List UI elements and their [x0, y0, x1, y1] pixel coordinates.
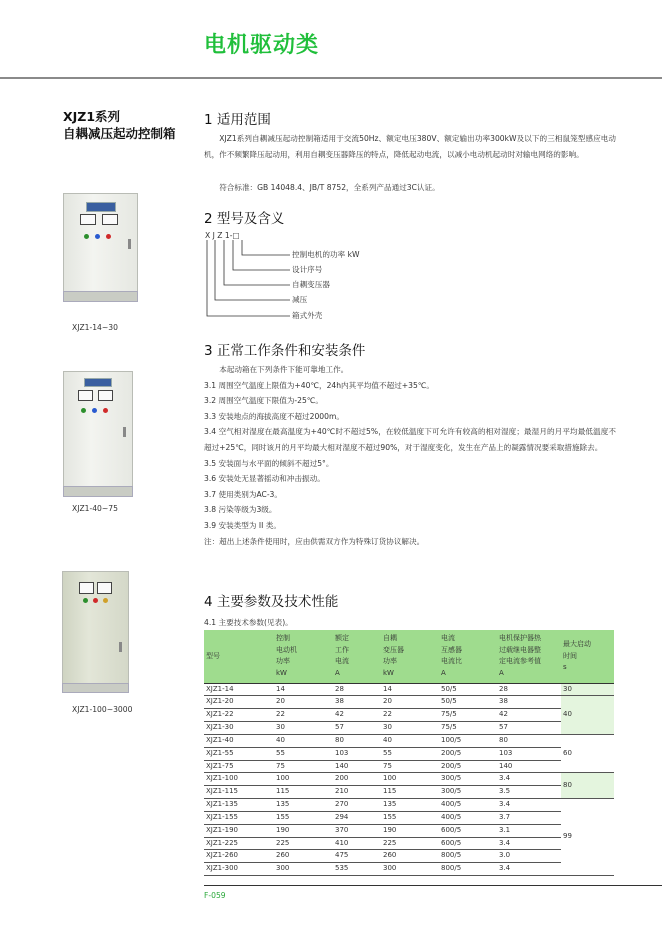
- table-cell: 28: [497, 683, 561, 696]
- condition-item: 3.4 空气相对湿度在最高温度为+40℃时不超过5%，在较低温度下可允许有较高的相对湿度；最湿月的月平均最低温度不超过+25℃，同时该月的月平均最大相对湿度不超过90%，对于湿度变化，发生在产品上的凝露情况要采取措施除去。: [204, 427, 616, 452]
- th-model: [204, 630, 274, 683]
- table-header-line: 工作: [335, 645, 349, 654]
- code-label-reduced: 减压: [292, 295, 308, 304]
- table-cell: 40: [381, 734, 439, 747]
- table-cell: 20: [381, 696, 439, 709]
- code-label-design: 设计序号: [292, 265, 323, 274]
- condition-item: 3.5 安装面与水平面的倾斜不超过5°。: [204, 458, 334, 468]
- table-cell: 155: [274, 811, 333, 824]
- section-3-body: [204, 362, 616, 549]
- table-cell: XJZ1-22: [204, 709, 274, 722]
- table-cell: 135: [381, 799, 439, 812]
- table-row: [204, 811, 614, 824]
- table-cell: 600/5: [439, 837, 497, 850]
- section-1-standard: 符合标准：GB 14048.4、JB/T 8752，全系列产品通过3C认证。: [219, 183, 440, 192]
- table-cell: 22: [274, 709, 333, 722]
- cabinet-image-1: [63, 193, 138, 302]
- table-row: [204, 709, 614, 722]
- table-cell: 20: [274, 696, 333, 709]
- th-motor-power: [274, 630, 333, 683]
- table-cell: 370: [333, 824, 381, 837]
- table-row: [204, 863, 614, 876]
- table-cell: 400/5: [439, 799, 497, 812]
- table-cell: 75: [381, 760, 439, 773]
- table-cell: 57: [497, 722, 561, 735]
- table-header-line: 最大启动: [563, 640, 591, 648]
- table-row: [204, 799, 614, 812]
- table-cell: XJZ1-300: [204, 863, 274, 876]
- table-cell: 14: [274, 683, 333, 696]
- table-cell: 3.1: [497, 824, 561, 837]
- condition-item: 3.7 使用类别为AC-3。: [204, 489, 282, 499]
- table-cell: 190: [381, 824, 439, 837]
- table-cell: XJZ1-20: [204, 696, 274, 709]
- condition-item: 3.8 污染等级为3级。: [204, 505, 277, 515]
- table-cell: 30: [274, 722, 333, 735]
- section-4-heading: 4 主要参数及技术性能: [204, 594, 339, 610]
- table-cell: 75/5: [439, 722, 497, 735]
- cabinet-caption-2: XJZ1-40~75: [72, 504, 118, 513]
- table-header-line: A: [441, 668, 446, 677]
- table-header-line: kW: [383, 668, 394, 677]
- table-cell: 260: [381, 850, 439, 863]
- table-cell: 475: [333, 850, 381, 863]
- table-cell: 80: [333, 734, 381, 747]
- table-header-line: 电流: [441, 634, 455, 643]
- table-header-line: 功率: [383, 657, 397, 666]
- table-header-line: kW: [276, 668, 287, 677]
- condition-item: 3.9 安装类型为 II 类。: [204, 520, 281, 530]
- table-cell: 55: [274, 747, 333, 760]
- table-cell: 210: [333, 786, 381, 799]
- table-cell: 103: [333, 747, 381, 760]
- code-label-power: 控制电机的功率 kW: [292, 250, 360, 259]
- table-cell: 3.4: [497, 773, 561, 786]
- th-ct-ratio: [439, 630, 497, 683]
- table-cell: 225: [274, 837, 333, 850]
- code-label-autotransformer: 自耦变压器: [292, 280, 330, 289]
- table-cell: XJZ1-75: [204, 760, 274, 773]
- condition-item: 3.3 安装地点的海拔高度不超过2000m。: [204, 411, 344, 421]
- header-divider: [0, 77, 662, 79]
- table-header-line: A: [335, 668, 340, 677]
- table-cell: 535: [333, 863, 381, 876]
- table-header-line: 电流比: [441, 657, 462, 666]
- table-cell: 40: [274, 734, 333, 747]
- table-row: [204, 837, 614, 850]
- table-row: [204, 734, 614, 747]
- product-series: XJZ1系列: [63, 109, 121, 124]
- max-start-cell: 99: [561, 799, 614, 876]
- table-header-line: 变压器: [383, 645, 404, 654]
- table-cell: 30: [381, 722, 439, 735]
- table-cell: 42: [333, 709, 381, 722]
- table-row: [204, 824, 614, 837]
- table-row: [204, 747, 614, 760]
- table-cell: 28: [333, 683, 381, 696]
- table-header-line: 定电流参考值: [499, 657, 541, 666]
- table-cell: 100: [274, 773, 333, 786]
- table-cell: 270: [333, 799, 381, 812]
- max-start-cell: 30: [561, 683, 614, 696]
- table-header-line: 电流: [335, 657, 349, 666]
- table-cell: 3.4: [497, 837, 561, 850]
- table-cell: XJZ1-225: [204, 837, 274, 850]
- table-cell: XJZ1-14: [204, 683, 274, 696]
- table-row: [204, 773, 614, 786]
- table-header-line: s: [563, 663, 567, 671]
- table-cell: 115: [274, 786, 333, 799]
- table-cell: 100: [381, 773, 439, 786]
- table-cell: 115: [381, 786, 439, 799]
- table-cell: 200/5: [439, 760, 497, 773]
- table-header-line: 控制: [276, 634, 290, 643]
- section-4-sub: 4.1 主要技术参数(见表)。: [204, 618, 293, 627]
- condition-item: 3.6 安装处无显著摇动和冲击振动。: [204, 474, 325, 484]
- table-row: [204, 850, 614, 863]
- section-2-heading: 2 型号及含义: [204, 211, 285, 227]
- page-number: F-059: [204, 891, 226, 900]
- table-header-line: 过载继电器整: [499, 645, 541, 654]
- table-cell: 294: [333, 811, 381, 824]
- table-cell: 75: [274, 760, 333, 773]
- table-cell: 55: [381, 747, 439, 760]
- condition-item: 3.1 周围空气温度上限值为+40℃，24h内其平均值不超过+35℃。: [204, 380, 434, 390]
- table-cell: XJZ1-190: [204, 824, 274, 837]
- table-cell: XJZ1-135: [204, 799, 274, 812]
- th-max-start-time: [561, 630, 614, 683]
- table-cell: 260: [274, 850, 333, 863]
- table-cell: 57: [333, 722, 381, 735]
- table-cell: XJZ1-40: [204, 734, 274, 747]
- table-cell: 38: [333, 696, 381, 709]
- table-cell: 225: [381, 837, 439, 850]
- table-header-line: A: [499, 668, 504, 677]
- table-cell: 300: [381, 863, 439, 876]
- table-cell: 300/5: [439, 773, 497, 786]
- table-cell: 3.4: [497, 799, 561, 812]
- cabinet-image-3: [62, 571, 129, 693]
- condition-note: 注：超出上述条件使用时，应由供需双方作为特殊订货协议解决。: [204, 536, 425, 546]
- th-transformer-power: [381, 630, 439, 683]
- table-cell: XJZ1-100: [204, 773, 274, 786]
- product-title: [63, 108, 176, 142]
- table-cell: 800/5: [439, 863, 497, 876]
- table-cell: XJZ1-30: [204, 722, 274, 735]
- table-row: [204, 760, 614, 773]
- table-header-line: 互感器: [441, 645, 462, 654]
- section-3-intro: 本起动箱在下列条件下能可靠地工作。: [219, 365, 349, 374]
- table-cell: 300/5: [439, 786, 497, 799]
- table-cell: 400/5: [439, 811, 497, 824]
- table-cell: XJZ1-260: [204, 850, 274, 863]
- table-header-line: 时间: [563, 651, 577, 660]
- table-cell: XJZ1-115: [204, 786, 274, 799]
- table-cell: 600/5: [439, 824, 497, 837]
- table-cell: 410: [333, 837, 381, 850]
- table-cell: 3.7: [497, 811, 561, 824]
- footer-divider: [204, 885, 662, 886]
- condition-item: 3.2 周围空气温度下限值为-25℃。: [204, 396, 323, 406]
- cabinet-caption-1: XJZ1-14~30: [72, 323, 118, 332]
- table-cell: 3.4: [497, 863, 561, 876]
- table-header-line: 电机保护器热: [499, 634, 541, 643]
- table-header-line: 型号: [206, 651, 220, 660]
- table-cell: 200/5: [439, 747, 497, 760]
- table-header-line: 自耦: [383, 634, 397, 643]
- max-start-cell: 40: [561, 696, 614, 735]
- max-start-cell: 80: [561, 773, 614, 799]
- table-cell: 22: [381, 709, 439, 722]
- code-label-enclosure: 箱式外壳: [292, 311, 323, 320]
- table-row: [204, 786, 614, 799]
- table-header-line: 功率: [276, 657, 290, 666]
- table-cell: 140: [497, 760, 561, 773]
- table-cell: 50/5: [439, 696, 497, 709]
- table-cell: 190: [274, 824, 333, 837]
- th-relay-setting: [497, 630, 561, 683]
- table-cell: 42: [497, 709, 561, 722]
- table-cell: 200: [333, 773, 381, 786]
- table-cell: 135: [274, 799, 333, 812]
- table-cell: 75/5: [439, 709, 497, 722]
- section-1-heading: 1 适用范围: [204, 112, 271, 128]
- table-cell: 140: [333, 760, 381, 773]
- th-rated-current: [333, 630, 381, 683]
- spec-table: [204, 630, 614, 876]
- table-header-line: 额定: [335, 634, 349, 643]
- table-cell: 14: [381, 683, 439, 696]
- table-cell: 80: [497, 734, 561, 747]
- category-title: 电机驱动类: [204, 33, 320, 58]
- table-cell: 100/5: [439, 734, 497, 747]
- table-cell: 50/5: [439, 683, 497, 696]
- section-1-paragraph: XJZ1系列自耦减压起动控制箱适用于交流50Hz、额定电压380V、额定输出功率300kW及以下的三相鼠笼型感应电动机，作不频繁降压起动用，利用自耦变压器降压的特点，降低起动电流，以减小电动机起动时对输电网络的影响。: [204, 134, 616, 159]
- table-row: [204, 696, 614, 709]
- product-name: 自耦减压起动控制箱: [63, 126, 176, 141]
- table-cell: 103: [497, 747, 561, 760]
- table-cell: XJZ1-155: [204, 811, 274, 824]
- table-cell: 300: [274, 863, 333, 876]
- table-row: [204, 683, 614, 696]
- max-start-cell: 60: [561, 734, 614, 773]
- section-3-heading: 3 正常工作条件和安装条件: [204, 343, 366, 359]
- table-cell: 800/5: [439, 850, 497, 863]
- table-cell: 155: [381, 811, 439, 824]
- table-cell: 38: [497, 696, 561, 709]
- cabinet-caption-3: XJZ1-100~3000: [72, 705, 133, 714]
- table-cell: 3.0: [497, 850, 561, 863]
- table-row: [204, 722, 614, 735]
- cabinet-image-2: [63, 371, 133, 497]
- model-code: X J Z 1-□: [205, 231, 240, 240]
- table-cell: XJZ1-55: [204, 747, 274, 760]
- table-header-line: 电动机: [276, 645, 297, 654]
- table-cell: 3.5: [497, 786, 561, 799]
